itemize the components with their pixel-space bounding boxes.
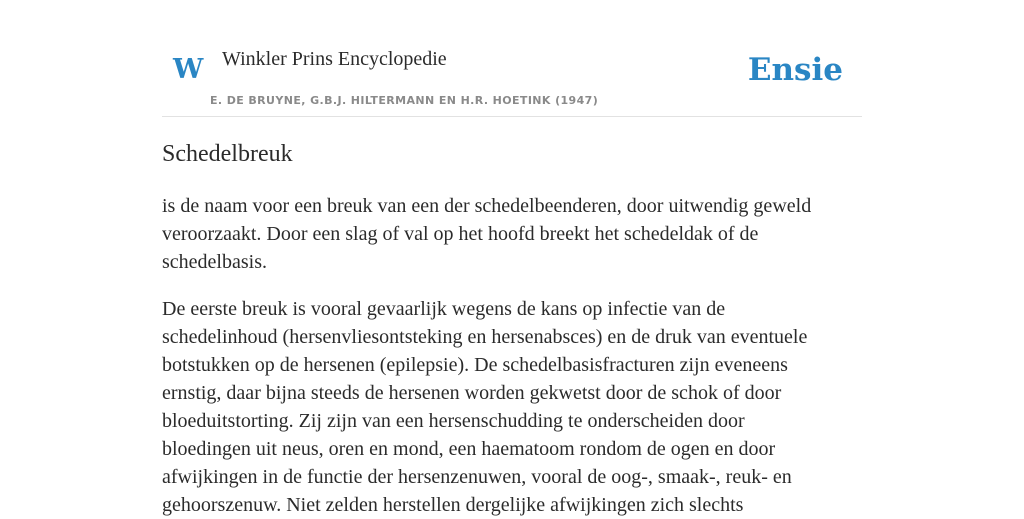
paragraph-2 xyxy=(162,295,862,519)
paragraph-2-line: bloedingen uit neus, oren en mond, een haematoom rondom de ogen en door xyxy=(162,438,776,460)
entry-title: Schedelbreuk xyxy=(162,141,293,167)
ensie-logo-link[interactable]: Ensie xyxy=(747,52,843,88)
paragraph-1 xyxy=(162,192,862,276)
paragraph-2-line: afwijkingen in de functie der hersenzenuwen, vooral de oog-, smaak-, reuk- en xyxy=(162,466,792,488)
paragraph-2-line: botstukken op de hersenen (epilepsie). De schedelbasisfracturen zijn eveneens xyxy=(162,354,788,376)
paragraph-2-line: bloeduitstorting. Zij zijn van een hersenschudding te onderscheiden door xyxy=(162,410,745,432)
site-header xyxy=(162,0,862,117)
logo-w-icon[interactable]: W xyxy=(173,54,204,85)
authors-line: E. DE BRUYNE, G.B.J. HILTERMANN EN H.R. HOETINK (1947) xyxy=(210,94,599,107)
site-title[interactable]: Winkler Prins Encyclopedie xyxy=(222,48,447,70)
paragraph-1-line: schedelbasis. xyxy=(162,251,267,273)
paragraph-1-line: is de naam voor een breuk van een der schedelbeenderen, door uitwendig geweld xyxy=(162,195,812,217)
paragraph-2-line: ernstig, daar bijna steeds de hersenen worden gekwetst door de schok of door xyxy=(162,382,782,404)
paragraph-2-line: gehoorszenuw. Niet zelden herstellen dergelijke afwijkingen zich slechts xyxy=(162,494,744,516)
paragraph-2-line: schedelinhoud (hersenvliesontsteking en hersenabsces) en de druk van eventuele xyxy=(162,326,808,348)
paragraph-1-line: veroorzaakt. Door een slag of val op het hoofd breekt het schedeldak of de xyxy=(162,223,759,245)
article xyxy=(162,138,862,519)
paragraph-2-line: De eerste breuk is vooral gevaarlijk wegens de kans op infectie van de xyxy=(162,298,726,320)
